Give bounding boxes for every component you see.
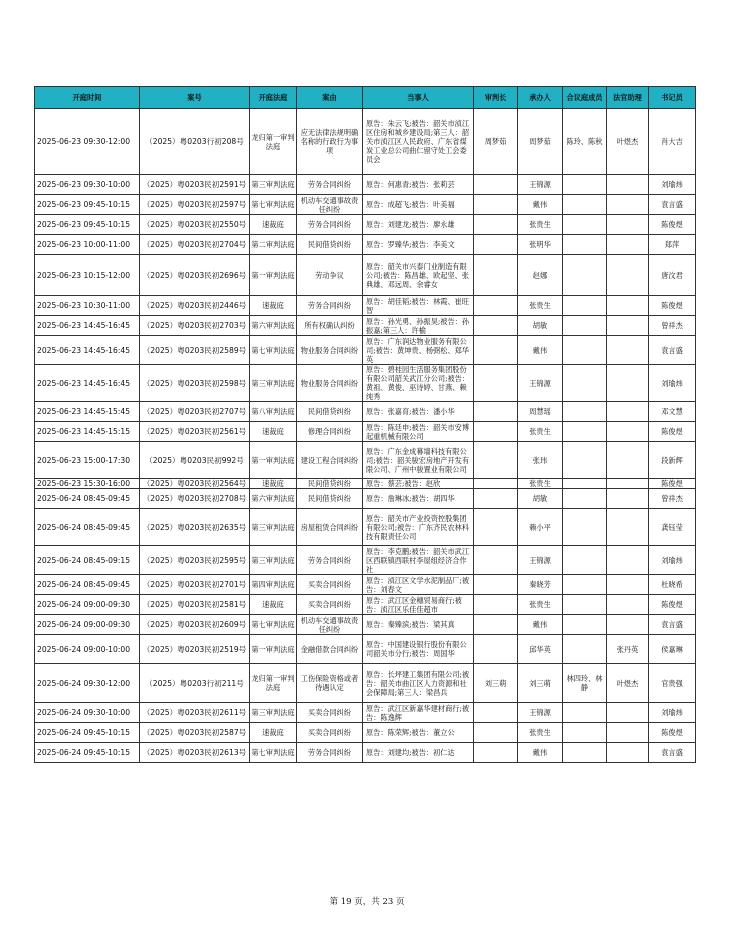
header-courtroom: 开庭法庭 [250,87,297,109]
undertaker-cell: 秦晓芳 [518,575,563,595]
cause-cell: 民间借贷纠纷 [297,402,363,422]
courtroom-cell: 第一审判法庭 [250,255,297,296]
judge-assistant-cell [607,509,649,546]
undertaker-cell: 张明华 [518,235,563,255]
courtroom-cell: 第一审判法庭 [250,442,297,479]
undertaker-cell: 张贵生 [518,595,563,615]
presiding-judge-cell [474,402,518,422]
table-row [35,489,696,509]
clerk-cell: 袁言盛 [649,336,696,365]
time-cell: 2025-06-23 10:00-11:00 [35,235,140,255]
panel-members-cell [563,175,607,195]
table-row [35,664,696,703]
parties-cell: 原告：碧桂园生活服务集团股份有限公司韶关武江分公司;被告：黄祖、黄俊、巫诗婷、甘燕、赖纯秀 [363,365,474,402]
time-cell: 2025-06-24 08:45-09:45 [35,489,140,509]
courtroom-cell: 第一审判法庭 [250,635,297,664]
presiding-judge-cell [474,575,518,595]
time-cell: 2025-06-24 08:45-09:45 [35,509,140,546]
time-cell: 2025-06-24 08:45-09:45 [35,575,140,595]
parties-cell: 原告：秦臻滨;被告：梁其真 [363,615,474,635]
table-row [35,402,696,422]
judge-assistant-cell [607,402,649,422]
time-cell: 2025-06-23 14:45-16:45 [35,316,140,336]
courtroom-cell: 第八审判法庭 [250,402,297,422]
table-row [35,175,696,195]
parties-cell: 原告：陈廷申;被告：韶关市安博起重机械有限公司 [363,422,474,442]
judge-assistant-cell [607,546,649,575]
parties-cell: 原告：刘建均;被告：初仁达 [363,743,474,763]
panel-members-cell [563,336,607,365]
table-row [35,336,696,365]
cause-cell: 金融借款合同纠纷 [297,635,363,664]
panel-members-cell [563,479,607,489]
case-number-cell: （2025）粤0203民初2591号 [140,175,250,195]
table-row [35,109,696,175]
undertaker-cell: 王锦源 [518,546,563,575]
judge-assistant-cell [607,489,649,509]
cause-cell: 劳动争议 [297,255,363,296]
judge-assistant-cell: 叶煜杰 [607,109,649,175]
panel-members-cell [563,296,607,316]
clerk-cell: 陈俊煜 [649,595,696,615]
courtroom-cell: 第三审判法庭 [250,365,297,402]
presiding-judge-cell [474,235,518,255]
header-row [35,87,696,109]
panel-members-cell [563,402,607,422]
clerk-cell: 袁言盛 [649,195,696,215]
parties-cell: 原告：武江区金穗贸易商行;被告：浈江区乐佳佳超市 [363,595,474,615]
time-cell: 2025-06-24 09:00-09:30 [35,595,140,615]
panel-members-cell: 陈玲、陈秋 [563,109,607,175]
clerk-cell: 刘瑜炜 [649,175,696,195]
table-row [35,743,696,763]
clerk-cell: 陈俊煜 [649,479,696,489]
cause-cell: 劳务合同纠纷 [297,743,363,763]
parties-cell: 原告：朱云飞;被告：韶关市浈江区住房和城乡建设局;第三人：韶关市浈江区人民政府、广东省煤炭工业总公司曲仁留守处工会委员会 [363,109,474,175]
judge-assistant-cell [607,255,649,296]
time-cell: 2025-06-24 09:30-12:00 [35,664,140,703]
case-number-cell: （2025）粤0203民初2589号 [140,336,250,365]
panel-members-cell [563,235,607,255]
case-number-cell: （2025）粤0203民初2581号 [140,595,250,615]
case-number-cell: （2025）粤0203民初2701号 [140,575,250,595]
time-cell: 2025-06-24 09:30-10:00 [35,703,140,723]
case-number-cell: （2025）粤0203民初2613号 [140,743,250,763]
courtroom-cell: 速裁庭 [250,723,297,743]
judge-assistant-cell: 张丹英 [607,635,649,664]
clerk-cell: 肖大吉 [649,109,696,175]
table-row [35,595,696,615]
parties-cell: 原告：广东润达物业服务有限公司;被告：黄坤贵、杨弼松、郑华英 [363,336,474,365]
presiding-judge-cell [474,743,518,763]
time-cell: 2025-06-23 14:45-15:45 [35,402,140,422]
undertaker-cell: 王锦源 [518,365,563,402]
cause-cell: 劳务合同纠纷 [297,546,363,575]
judge-assistant-cell [607,365,649,402]
clerk-cell: 陈俊煜 [649,296,696,316]
clerk-cell: 龚钰莹 [649,509,696,546]
panel-members-cell [563,743,607,763]
clerk-cell: 陈俊煜 [649,215,696,235]
undertaker-cell: 张贵生 [518,296,563,316]
judge-assistant-cell [607,215,649,235]
clerk-cell: 段新辉 [649,442,696,479]
parties-cell: 原告：何惠青;被告：张莉芸 [363,175,474,195]
header-panel-members: 合议庭成员 [563,87,607,109]
judge-assistant-cell [607,195,649,215]
undertaker-cell: 邱华英 [518,635,563,664]
undertaker-cell: 戴伟 [518,615,563,635]
panel-members-cell [563,635,607,664]
courtroom-cell: 速裁庭 [250,422,297,442]
time-cell: 2025-06-23 09:45-10:15 [35,215,140,235]
hearing-schedule-table [34,86,696,763]
judge-assistant-cell [607,743,649,763]
case-number-cell: （2025）粤0203民初2561号 [140,422,250,442]
table-row [35,723,696,743]
presiding-judge-cell [474,509,518,546]
undertaker-cell: 戴伟 [518,336,563,365]
header-judge-assistant: 法官助理 [607,87,649,109]
judge-assistant-cell [607,296,649,316]
undertaker-cell: 胡敏 [518,316,563,336]
clerk-cell: 袁言盛 [649,615,696,635]
time-cell: 2025-06-23 09:45-10:15 [35,195,140,215]
case-number-cell: （2025）粤0203民初2446号 [140,296,250,316]
courtroom-cell: 速裁庭 [250,479,297,489]
presiding-judge-cell [474,489,518,509]
courtroom-cell: 第七审判法庭 [250,743,297,763]
panel-members-cell [563,195,607,215]
clerk-cell: 袁言盛 [649,743,696,763]
judge-assistant-cell: 叶煜杰 [607,664,649,703]
clerk-cell: 陈俊煜 [649,723,696,743]
presiding-judge-cell [474,365,518,402]
cause-cell: 物业服务合同纠纷 [297,365,363,402]
panel-members-cell [563,316,607,336]
judge-assistant-cell [607,575,649,595]
header-time: 开庭时间 [35,87,140,109]
panel-members-cell [563,509,607,546]
judge-assistant-cell [607,615,649,635]
parties-cell: 原告：广东金成幕墙科技有限公司;被告：韶关骏宏房地产开发有限公司、广州中骏置业有限公司 [363,442,474,479]
courtroom-cell: 第六审判法庭 [250,316,297,336]
case-number-cell: （2025）粤0203民初2708号 [140,489,250,509]
table-row [35,546,696,575]
presiding-judge-cell [474,615,518,635]
presiding-judge-cell [474,703,518,723]
judge-assistant-cell [607,442,649,479]
undertaker-cell: 赵娜 [518,255,563,296]
presiding-judge-cell [474,422,518,442]
courtroom-cell: 第七审判法庭 [250,195,297,215]
case-number-cell: （2025）粤0203民初2704号 [140,235,250,255]
courtroom-cell: 第二审判法庭 [250,235,297,255]
cause-cell: 修理合同纠纷 [297,422,363,442]
time-cell: 2025-06-23 15:30-16:00 [35,479,140,489]
courtroom-cell: 龙归第一审判法庭 [250,109,297,175]
panel-members-cell [563,595,607,615]
presiding-judge-cell [474,546,518,575]
undertaker-cell: 戴伟 [518,743,563,763]
case-number-cell: （2025）粤0203民初2696号 [140,255,250,296]
cause-cell: 买卖合同纠纷 [297,723,363,743]
case-number-cell: （2025）粤0203行初208号 [140,109,250,175]
courtroom-cell: 第三审判法庭 [250,509,297,546]
undertaker-cell: 张玮 [518,442,563,479]
panel-members-cell [563,575,607,595]
courtroom-cell: 第七审判法庭 [250,615,297,635]
clerk-cell: 刘瑜炜 [649,546,696,575]
cause-cell: 买卖合同纠纷 [297,575,363,595]
presiding-judge-cell [474,723,518,743]
time-cell: 2025-06-24 09:00-10:00 [35,635,140,664]
cause-cell: 买卖合同纠纷 [297,703,363,723]
header-clerk: 书记员 [649,87,696,109]
presiding-judge-cell [474,442,518,479]
cause-cell: 建设工程合同纠纷 [297,442,363,479]
panel-members-cell [563,615,607,635]
time-cell: 2025-06-23 14:45-15:15 [35,422,140,442]
parties-cell: 原告：韶关市兴泰门业制造有限公司;被告：陈昌雄、欧起坚、张典雄、邓远周、余睿女 [363,255,474,296]
courtroom-cell: 第六审判法庭 [250,489,297,509]
parties-cell: 原告：孙光勇、孙振昊;被告：孙振嘉;第三人：许榆 [363,316,474,336]
cause-cell: 民间借贷纠纷 [297,235,363,255]
undertaker-cell: 张贵生 [518,422,563,442]
cause-cell: 劳务合同纠纷 [297,215,363,235]
page-footer: 第 19 页，共 23 页 [329,897,405,907]
panel-members-cell [563,489,607,509]
time-cell: 2025-06-23 14:45-16:45 [35,336,140,365]
case-number-cell: （2025）粤0203民初2587号 [140,723,250,743]
table-row [35,235,696,255]
presiding-judge-cell [474,479,518,489]
clerk-cell: 杜晓希 [649,575,696,595]
cause-cell: 所有权确认纠纷 [297,316,363,336]
table-row [35,615,696,635]
cause-cell: 房屋租赁合同纠纷 [297,509,363,546]
courtroom-cell: 第三审判法庭 [250,175,297,195]
undertaker-cell: 王锦源 [518,703,563,723]
table-row [35,316,696,336]
case-number-cell: （2025）粤0203民初2703号 [140,316,250,336]
time-cell: 2025-06-23 09:30-10:00 [35,175,140,195]
presiding-judge-cell [474,635,518,664]
courtroom-cell: 速裁庭 [250,215,297,235]
courtroom-cell: 速裁庭 [250,595,297,615]
parties-cell: 原告：长坪建工集团有限公司;被告：韶关市曲江区人力资源和社会保障局;第三人：梁昌兵 [363,664,474,703]
time-cell: 2025-06-23 14:45-16:45 [35,365,140,402]
courtroom-cell: 速裁庭 [250,296,297,316]
judge-assistant-cell [607,703,649,723]
undertaker-cell: 刘三萌 [518,664,563,703]
case-number-cell: （2025）粤0203民初2707号 [140,402,250,422]
panel-members-cell [563,546,607,575]
clerk-cell: 陈俊煜 [649,422,696,442]
header-presiding-judge: 审判长 [474,87,518,109]
panel-members-cell [563,703,607,723]
case-number-cell: （2025）粤0203民初2598号 [140,365,250,402]
judge-assistant-cell [607,479,649,489]
judge-assistant-cell [607,235,649,255]
presiding-judge-cell: 周梦茹 [474,109,518,175]
time-cell: 2025-06-23 10:15-12:00 [35,255,140,296]
case-number-cell: （2025）粤0203民初2611号 [140,703,250,723]
table-row [35,635,696,664]
table-row [35,215,696,235]
clerk-cell: 曾祥杰 [649,489,696,509]
presiding-judge-cell [474,296,518,316]
undertaker-cell: 王锦源 [518,175,563,195]
undertaker-cell: 周慧瑶 [518,402,563,422]
undertaker-cell: 张贵生 [518,479,563,489]
time-cell: 2025-06-23 10:30-11:00 [35,296,140,316]
undertaker-cell: 张贵生 [518,723,563,743]
cause-cell: 机动车交通事故责任纠纷 [297,615,363,635]
header-undertaker: 承办人 [518,87,563,109]
judge-assistant-cell [607,336,649,365]
case-number-cell: （2025）粤0203民初2564号 [140,479,250,489]
panel-members-cell: 林四玲、林静 [563,664,607,703]
table-row [35,422,696,442]
courtroom-cell: 第四审判法庭 [250,575,297,595]
header-cause: 案由 [297,87,363,109]
courtroom-cell: 第三审判法庭 [250,546,297,575]
case-number-cell: （2025）粤0203民初2595号 [140,546,250,575]
undertaker-cell: 周梦茹 [518,109,563,175]
cause-cell: 买卖合同纠纷 [297,595,363,615]
time-cell: 2025-06-24 09:00-09:30 [35,615,140,635]
header-parties: 当事人 [363,87,474,109]
judge-assistant-cell [607,723,649,743]
clerk-cell: 邓文慧 [649,402,696,422]
parties-cell: 原告：陈荣辉;被告：董立公 [363,723,474,743]
time-cell: 2025-06-23 09:30-12:00 [35,109,140,175]
case-number-cell: （2025）粤0203民初2635号 [140,509,250,546]
panel-members-cell [563,422,607,442]
case-number-cell: （2025）粤0203民初2609号 [140,615,250,635]
table-row [35,442,696,479]
parties-cell: 原告：成超飞;被告：叶美福 [363,195,474,215]
cause-cell: 劳务合同纠纷 [297,296,363,316]
cause-cell: 机动车交通事故责任纠纷 [297,195,363,215]
presiding-judge-cell [474,336,518,365]
cause-cell: 应无法律法规明确名称的行政行为事项 [297,109,363,175]
parties-cell: 原告：胡佳韬;被告：林霞、崔旺智 [363,296,474,316]
undertaker-cell: 张贵生 [518,215,563,235]
clerk-cell: 侯嘉琳 [649,635,696,664]
presiding-judge-cell [474,175,518,195]
table-row [35,255,696,296]
table-row [35,575,696,595]
undertaker-cell: 戴伟 [518,195,563,215]
undertaker-cell: 赖小平 [518,509,563,546]
presiding-judge-cell [474,195,518,215]
time-cell: 2025-06-24 09:45-10:15 [35,743,140,763]
presiding-judge-cell [474,215,518,235]
parties-cell: 原告：詹琳冰;被告：胡四华 [363,489,474,509]
cause-cell: 民间借贷纠纷 [297,479,363,489]
parties-cell: 原告：罗臻华;被告：李美文 [363,235,474,255]
cause-cell: 劳务合同纠纷 [297,175,363,195]
judge-assistant-cell [607,175,649,195]
clerk-cell: 郑萍 [649,235,696,255]
table-row [35,703,696,723]
undertaker-cell: 胡敏 [518,489,563,509]
case-number-cell: （2025）粤0203民初2597号 [140,195,250,215]
parties-cell: 原告：刘建龙;被告：廖永雄 [363,215,474,235]
judge-assistant-cell [607,316,649,336]
case-number-cell: （2025）粤0203民初2550号 [140,215,250,235]
case-number-cell: （2025）粤0203民初2519号 [140,635,250,664]
cause-cell: 物业服务合同纠纷 [297,336,363,365]
time-cell: 2025-06-23 15:00-17:30 [35,442,140,479]
table-row [35,195,696,215]
courtroom-cell: 第七审判法庭 [250,336,297,365]
clerk-cell: 刘瑜炜 [649,365,696,402]
presiding-judge-cell: 刘三萌 [474,664,518,703]
judge-assistant-cell [607,595,649,615]
parties-cell: 原告：韶关市产业投资控股集团有限公司;被告：广东齐民农林科技有限责任公司 [363,509,474,546]
courtroom-cell: 龙归第一审判法庭 [250,664,297,703]
parties-cell: 原告：蔡芸;被告：赵欣 [363,479,474,489]
header-case-number: 案号 [140,87,250,109]
parties-cell: 原告：张嘉育;被告：潘小华 [363,402,474,422]
clerk-cell: 曾祥杰 [649,316,696,336]
panel-members-cell [563,255,607,296]
parties-cell: 原告：李克鹏;被告：韶关市武江区西联镇西联村李屋组经济合作社 [363,546,474,575]
table-row [35,479,696,489]
table-row [35,296,696,316]
case-number-cell: （2025）粤0203行初211号 [140,664,250,703]
parties-cell: 原告：浈江区文学水泥制品厂;被告：刘春文 [363,575,474,595]
parties-cell: 原告：中国建设银行股份有限公司韶关市分行;被告：周国华 [363,635,474,664]
panel-members-cell [563,215,607,235]
panel-members-cell [563,723,607,743]
clerk-cell: 官贵强 [649,664,696,703]
courtroom-cell: 第三审判法庭 [250,703,297,723]
presiding-judge-cell [474,316,518,336]
presiding-judge-cell [474,255,518,296]
panel-members-cell [563,365,607,402]
panel-members-cell [563,442,607,479]
clerk-cell: 刘瑜炜 [649,703,696,723]
time-cell: 2025-06-24 08:45-09:15 [35,546,140,575]
parties-cell: 原告：武江区新嘉华建材商行;被告：陈逸辉 [363,703,474,723]
case-number-cell: （2025）粤0203民初992号 [140,442,250,479]
table-row [35,509,696,546]
cause-cell: 民间借贷纠纷 [297,489,363,509]
judge-assistant-cell [607,422,649,442]
cause-cell: 工伤保险资格或者待遇认定 [297,664,363,703]
clerk-cell: 唐汶君 [649,255,696,296]
time-cell: 2025-06-24 09:45-10:15 [35,723,140,743]
presiding-judge-cell [474,595,518,615]
table-row [35,365,696,402]
